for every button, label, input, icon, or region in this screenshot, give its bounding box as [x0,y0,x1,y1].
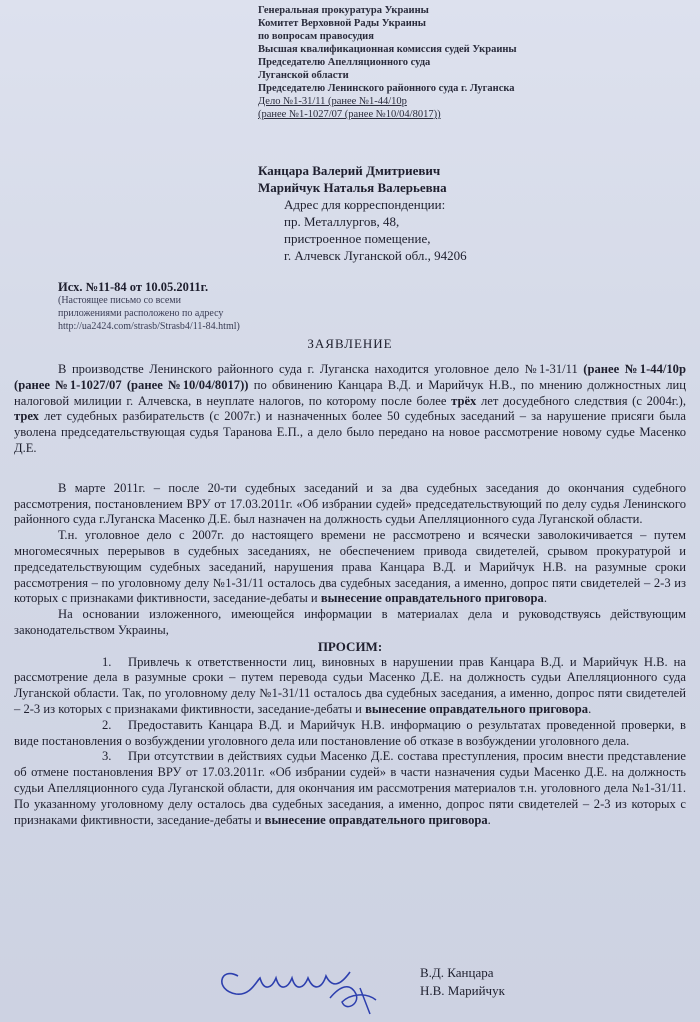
bold-run: вынесение оправдательного приговора [320,591,544,606]
document-body [14,362,686,828]
address-line: г. Алчевск Луганской обл., 94206 [284,248,467,263]
addressee-line: Высшая квалификационная комиссия судей Украины [258,44,517,55]
addressee-line: Комитет Верховной Рады Украины [258,18,427,29]
addressee-line: Председателю Апелляционного суда [258,57,431,68]
text-run: Привлечь к ответственности лиц, виновных в нарушении прав Канцара В.Д. и Марийчук Н.В. на рассмотрение дела в разумные сроки – путем перевода судьи Масенко Д.Е. на должность судьи Апелляционного суда Луганской области. Так, по уголовному делу №1-31/11 осталось два судебных заседания, а именно, допрос пяти свидетелей – 2-3 из которых с признаками фиктивности, заседание-дебаты и [14,654,686,716]
document-title: ЗАЯВЛЕНИЕ [307,336,393,351]
handwritten-signature [210,948,410,1018]
bold-run: трёх [451,393,477,408]
request-item-2 [14,718,686,750]
text-run: В производстве Ленинского районного суда г. Луганска находится уголовное дело №1-31/11 [58,362,584,376]
text-run: . [487,812,491,827]
addressee-line: Луганской области [258,70,349,81]
item-number: 3. [102,749,112,764]
request-item-1 [14,655,686,718]
outgoing-number: Исх. №11-84 от 10.05.2011г. [58,280,209,294]
text-run: лет судебных разбирательств (с 2007г.) и назначенных более 50 судебных заседаний – за нарушение присяги была уволена председательствующая судья Таранова Е.П., а дело было передано на новое рассмотрение новому судье Масенко Д.Е. [14,409,686,455]
text-run: При отсутствии в действиях судьи Масенко Д.Е. состава преступления, просим внести представление об отмене постановления ВРУ от 17.03.2011г. «Об избрании судей» в части назначения судьи Масенко Д.Е. на должность судьи Апелляционного суда Луганской области, для окончания им рассмотрения материалов т.н. уголовного дела №1-31/11. По указанному уголовному делу осталось два судебных заседания, а именно, допрос пяти свидетелей – 2-3 из которых с признаками фиктивности, заседание-дебаты и [14,749,686,827]
paragraph-2: В марте 2011г. – после 20-ти судебных заседаний и за два судебных заседания до окончания судебного рассмотрения, постановлением ВРУ от 17.03.2011г. «Об избрании судей» председательствующий по делу судья Ленинского районного суда г.Луганска Масенко Д.Е. был назначен на должность судьи Апелляционного суда Луганской области. [14,480,686,527]
signatory-name: В.Д. Канцара [420,965,494,980]
note-line: приложениями расположено по адресу [58,308,224,319]
note-line: (Настоящее письмо со всеми [58,295,181,306]
text-run: . [588,701,592,716]
case-ref-line: (ранее №1-1027/07 (ранее №10/04/8017)) [258,109,441,120]
addressees-block [258,4,517,121]
paragraph-1 [14,362,686,457]
item-number: 2. [102,717,112,732]
bold-run: трех [14,409,39,424]
sender-name: Марийчук Наталья Валерьевна [258,180,447,195]
address-line: пр. Металлургов, 48, [284,214,400,229]
text-run: Т.н. уголовное дело с 2007г. до настоящего времени не рассмотрено и всячески заволокичивается – путем многомесячных перерывов в судебных заседаниях, не обеспечением привода свидетелей, срывом прокуратурой и председательствующим судебных заседаний, нарушения права Канцара В.Д. и Марийчук Н.В. на разумные сроки рассмотрения – по уголовному делу №1-31/11 осталось два судебных заседания, а именно, допрос пяти свидетелей – 2-3 из которых с признаками фиктивности, заседание-дебаты и [14,528,686,606]
case-ref-line: Дело №1-31/11 (ранее №1-44/10р [258,96,407,107]
addressee-line: Генеральная прокуратура Украины [258,5,429,16]
prosim-heading: ПРОСИМ: [317,638,383,654]
item-number: 1. [102,654,112,669]
bold-run: вынесение оправдательного приговора [264,812,488,827]
addressee-line: Председателю Ленинского районного суда г. Луганска [258,83,515,94]
address-line: пристроенное помещение, [284,231,431,246]
address-line: Адрес для корреспонденции: [284,197,446,212]
paragraph-4: На основании изложенного, имеющейся информации в материалах дела и руководствуясь действующим законодательством Украины, [14,607,686,637]
sender-name: Канцара Валерий Дмитриевич [258,163,441,178]
bold-run: (ранее №1-44/10р (ранее №1-1027/07 (ранее №10/04/8017)) [14,362,686,392]
senders-block [258,162,467,264]
text-run: Предоставить Канцара В.Д. и Марийчук Н.В. информацию о результатах проведенной проверки, в виде постановления о возбуждении уголовного дела или постановление об отказе в возбуждении уголовного дела. [14,717,686,748]
signatories [420,964,505,1000]
signatory-name: Н.В. Марийчук [420,983,505,998]
text-run: по обвинению Канцара В.Д. и Марийчук Н.В., по мнению должностных лиц налоговой милиции г. Алчевска, в неуплате налогов, по которому после более [14,377,686,408]
web-note [58,294,240,333]
paragraph-3 [14,528,686,607]
addressee-line: по вопросам правосудия [258,31,374,42]
text-run: . [543,591,548,606]
note-line: http://ua2424.com/strasb/Strasb4/11-84.html) [58,321,240,332]
bold-run: вынесение оправдательного приговора [365,701,589,716]
text-run: лет досудебного следствия (с 2004г.), [476,393,686,408]
request-item-3 [14,749,686,828]
